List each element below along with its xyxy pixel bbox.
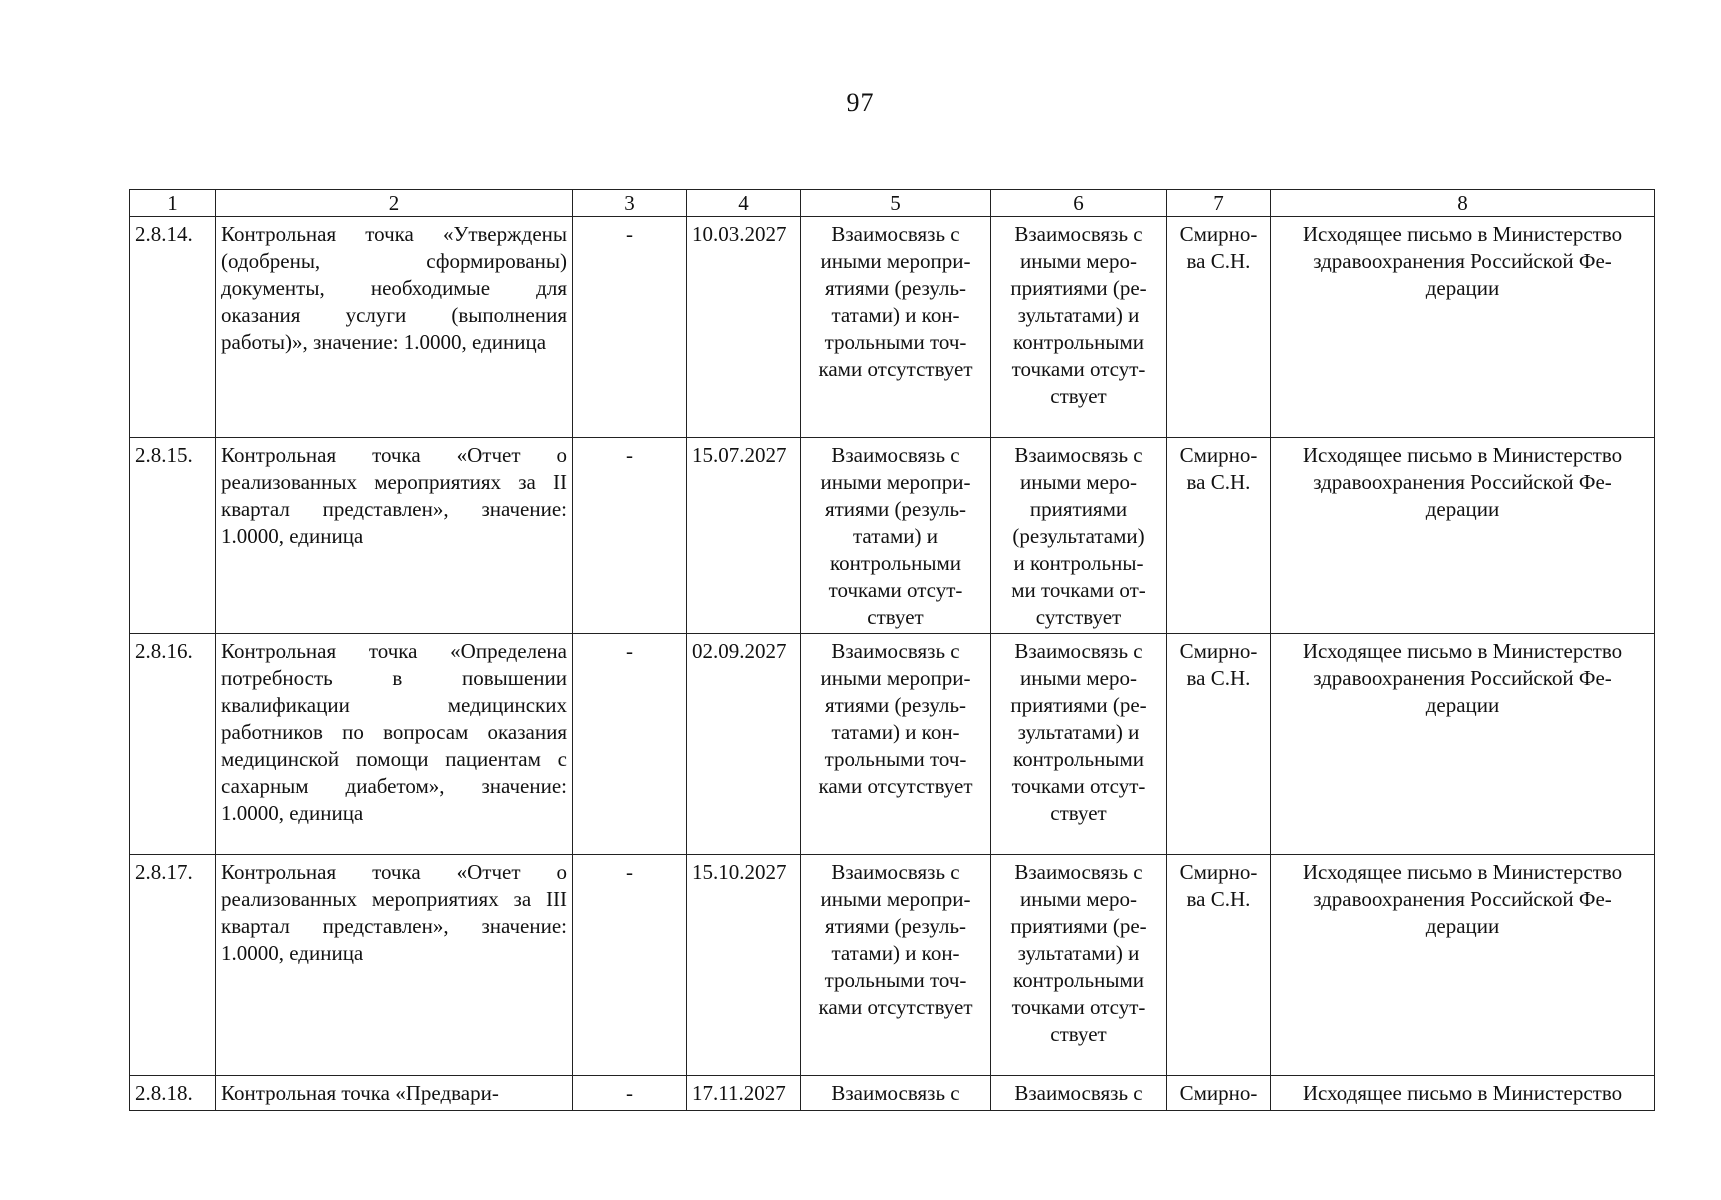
confirming-document: Исходящее письмо в Министерство здравоохранения Российской Фе- дерации — [1271, 634, 1655, 855]
confirming-document: Исходящее письмо в Министерство — [1271, 1076, 1655, 1111]
confirming-document: Исходящее письмо в Министерство здравоохранения Российской Фе- дерации — [1271, 217, 1655, 438]
responsible-person: Смирно- ва С.Н. — [1167, 217, 1271, 438]
header-col-7: 7 — [1167, 190, 1271, 217]
deadline-date: 15.10.2027 — [687, 855, 801, 1076]
responsible-person: Смирно- ва С.Н. — [1167, 855, 1271, 1076]
column-3-value: - — [573, 217, 687, 438]
column-3-value: - — [573, 1076, 687, 1111]
row-number: 2.8.14. — [130, 217, 216, 438]
table-row — [130, 438, 1655, 634]
control-point-name: Контрольная точка «Утверждены (одобрены, сформированы) документы, необходимые для оказания услуги (выполнения работы)», значение: 1.0000, единица — [216, 217, 573, 438]
control-point-name: Контрольная точка «Отчет о реализованных мероприятиях за II квартал представлен», значение: 1.0000, единица — [216, 438, 573, 634]
deadline-date: 02.09.2027 — [687, 634, 801, 855]
relation-col-6: Взаимосвязь с иными меро- приятиями (результатами) и контрольны- ми точками от- сутствует — [991, 438, 1167, 634]
control-point-name: Контрольная точка «Определена потребность в повышении квалификации медицинских работников по вопросам оказания медицинской помощи пациентам с сахарным диабетом», значение: 1.0000, единица — [216, 634, 573, 855]
control-points-table — [129, 189, 1655, 1111]
row-number: 2.8.18. — [130, 1076, 216, 1111]
header-col-6: 6 — [991, 190, 1167, 217]
table-row — [130, 855, 1655, 1076]
header-row — [130, 190, 1655, 217]
deadline-date: 15.07.2027 — [687, 438, 801, 634]
relation-col-5: Взаимосвязь с — [801, 1076, 991, 1111]
column-3-value: - — [573, 438, 687, 634]
row-number: 2.8.15. — [130, 438, 216, 634]
confirming-document: Исходящее письмо в Министерство здравоохранения Российской Фе- дерации — [1271, 855, 1655, 1076]
relation-col-5: Взаимосвязь с иными меропри- ятиями (резуль- татами) и кон- трольными точ- ками отсутствует — [801, 634, 991, 855]
row-number: 2.8.16. — [130, 634, 216, 855]
deadline-date: 17.11.2027 — [687, 1076, 801, 1111]
relation-col-6: Взаимосвязь с иными меро- приятиями (ре- зультатами) и контрольными точками отсут- ствует — [991, 855, 1167, 1076]
table-row — [130, 1076, 1655, 1111]
relation-col-6: Взаимосвязь с иными меро- приятиями (ре- зультатами) и контрольными точками отсут- ствует — [991, 634, 1167, 855]
relation-col-5: Взаимосвязь с иными меропри- ятиями (резуль- татами) и контрольными точками отсут- ствует — [801, 438, 991, 634]
relation-col-6: Взаимосвязь с — [991, 1076, 1167, 1111]
header-col-1: 1 — [130, 190, 216, 217]
table-row — [130, 217, 1655, 438]
table-row — [130, 634, 1655, 855]
control-point-name: Контрольная точка «Отчет о реализованных мероприятиях за III квартал представлен», значение: 1.0000, единица — [216, 855, 573, 1076]
row-number: 2.8.17. — [130, 855, 216, 1076]
relation-col-5: Взаимосвязь с иными меропри- ятиями (резуль- татами) и кон- трольными точ- ками отсутствует — [801, 855, 991, 1076]
column-3-value: - — [573, 855, 687, 1076]
page-number: 97 — [846, 88, 875, 117]
column-3-value: - — [573, 634, 687, 855]
header-col-8: 8 — [1271, 190, 1655, 217]
relation-col-5: Взаимосвязь с иными меропри- ятиями (резуль- татами) и кон- трольными точ- ками отсутствует — [801, 217, 991, 438]
header-col-5: 5 — [801, 190, 991, 217]
responsible-person: Смирно- ва С.Н. — [1167, 634, 1271, 855]
responsible-person: Смирно- ва С.Н. — [1167, 438, 1271, 634]
relation-col-6: Взаимосвязь с иными меро- приятиями (ре- зультатами) и контрольными точками отсут- ствует — [991, 217, 1167, 438]
deadline-date: 10.03.2027 — [687, 217, 801, 438]
header-col-3: 3 — [573, 190, 687, 217]
header-col-2: 2 — [216, 190, 573, 217]
header-col-4: 4 — [687, 190, 801, 217]
control-point-name: Контрольная точка «Предвари- — [216, 1076, 573, 1111]
responsible-person: Смирно- — [1167, 1076, 1271, 1111]
confirming-document: Исходящее письмо в Министерство здравоохранения Российской Фе- дерации — [1271, 438, 1655, 634]
